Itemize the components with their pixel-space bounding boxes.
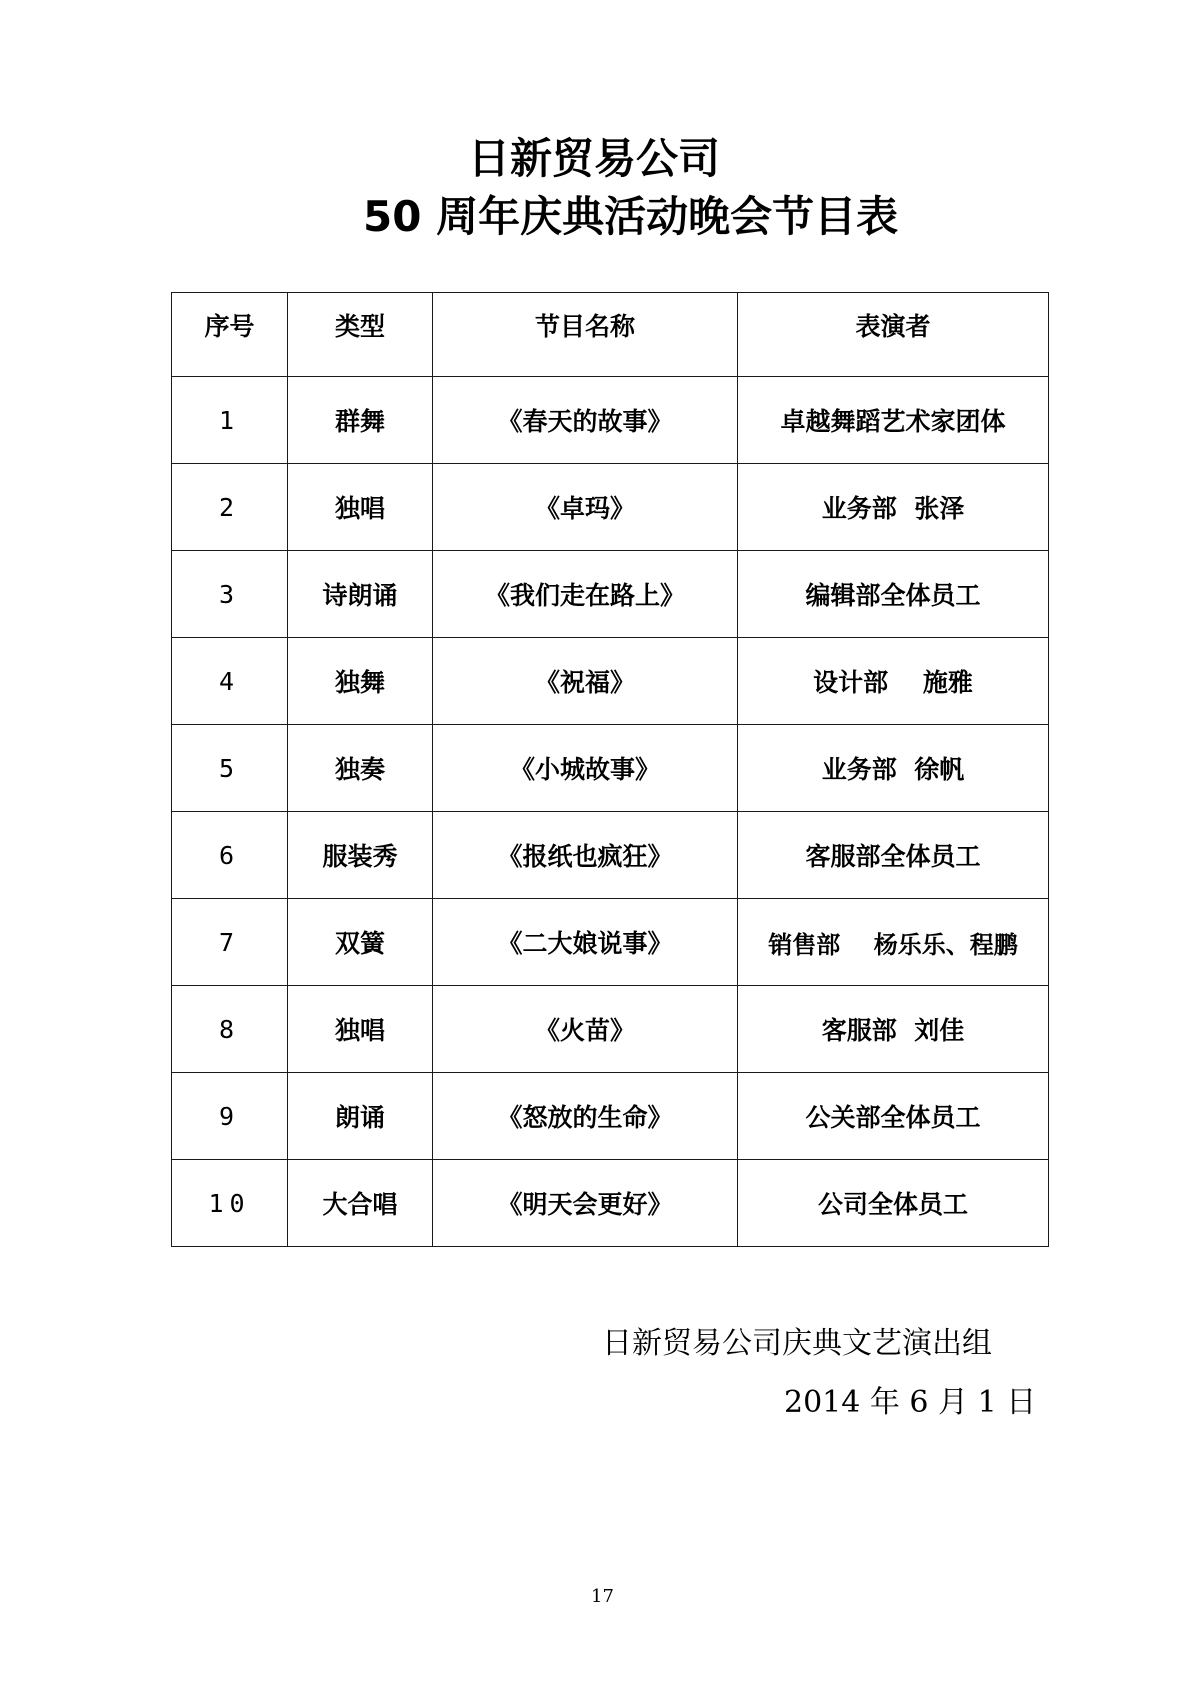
row-performer: 公关部全体员工: [738, 1073, 1049, 1160]
row-type: 群舞: [288, 377, 433, 464]
row-number: 2: [172, 464, 288, 551]
program-table: [171, 292, 1049, 1247]
row-number: 9: [172, 1073, 288, 1160]
header-type: 类型: [288, 293, 433, 377]
row-number: 8: [172, 986, 288, 1073]
row-program: 《明天会更好》: [433, 1160, 738, 1247]
header-number: 序号: [172, 293, 288, 377]
row-type: 朗诵: [288, 1073, 433, 1160]
row-performer: 客服部 刘佳: [738, 986, 1049, 1073]
table-row: [172, 1160, 1049, 1247]
page-number: 17: [591, 1586, 614, 1607]
row-program: 《春天的故事》: [433, 377, 738, 464]
row-number: 7: [172, 899, 288, 986]
header-performer: 表演者: [738, 293, 1049, 377]
title-event: 50 周年庆典活动晚会节目表: [363, 192, 899, 241]
row-program: 《卓玛》: [433, 464, 738, 551]
row-performer: 销售部 杨乐乐、程鹏: [738, 899, 1049, 986]
title-company: 日新贸易公司: [468, 134, 721, 183]
row-performer: 卓越舞蹈艺术家团体: [738, 377, 1049, 464]
row-program: 《祝福》: [433, 638, 738, 725]
table-row: [172, 986, 1049, 1073]
row-program: 《小城故事》: [433, 725, 738, 812]
row-program: 《二大娘说事》: [433, 899, 738, 986]
row-type: 独唱: [288, 986, 433, 1073]
table-header-row: [172, 293, 1049, 377]
row-number: 10: [172, 1160, 288, 1247]
table-row: [172, 812, 1049, 899]
row-number: 6: [172, 812, 288, 899]
row-number: 4: [172, 638, 288, 725]
row-number: 5: [172, 725, 288, 812]
row-program: 《怒放的生命》: [433, 1073, 738, 1160]
row-performer: 客服部全体员工: [738, 812, 1049, 899]
row-performer: 设计部 施雅: [738, 638, 1049, 725]
row-performer: 业务部 张泽: [738, 464, 1049, 551]
table-row: [172, 551, 1049, 638]
table-row: [172, 725, 1049, 812]
header-program-name: 节目名称: [433, 293, 738, 377]
document-date: 2014 年 6 月 1 日: [784, 1385, 1037, 1420]
row-number: 3: [172, 551, 288, 638]
row-type: 诗朗诵: [288, 551, 433, 638]
row-performer: 业务部 徐帆: [738, 725, 1049, 812]
row-program: 《火苗》: [433, 986, 738, 1073]
organizer-signature: 日新贸易公司庆典文艺演出组: [602, 1326, 992, 1361]
row-performer: 编辑部全体员工: [738, 551, 1049, 638]
table-row: [172, 1073, 1049, 1160]
row-program: 《报纸也疯狂》: [433, 812, 738, 899]
row-program: 《我们走在路上》: [433, 551, 738, 638]
row-type: 独唱: [288, 464, 433, 551]
row-number: 1: [172, 377, 288, 464]
row-type: 双簧: [288, 899, 433, 986]
table-row: [172, 638, 1049, 725]
row-type: 独奏: [288, 725, 433, 812]
table-row: [172, 464, 1049, 551]
table-row: [172, 377, 1049, 464]
row-type: 服装秀: [288, 812, 433, 899]
row-type: 大合唱: [288, 1160, 433, 1247]
table-row: [172, 899, 1049, 986]
row-type: 独舞: [288, 638, 433, 725]
row-performer: 公司全体员工: [738, 1160, 1049, 1247]
